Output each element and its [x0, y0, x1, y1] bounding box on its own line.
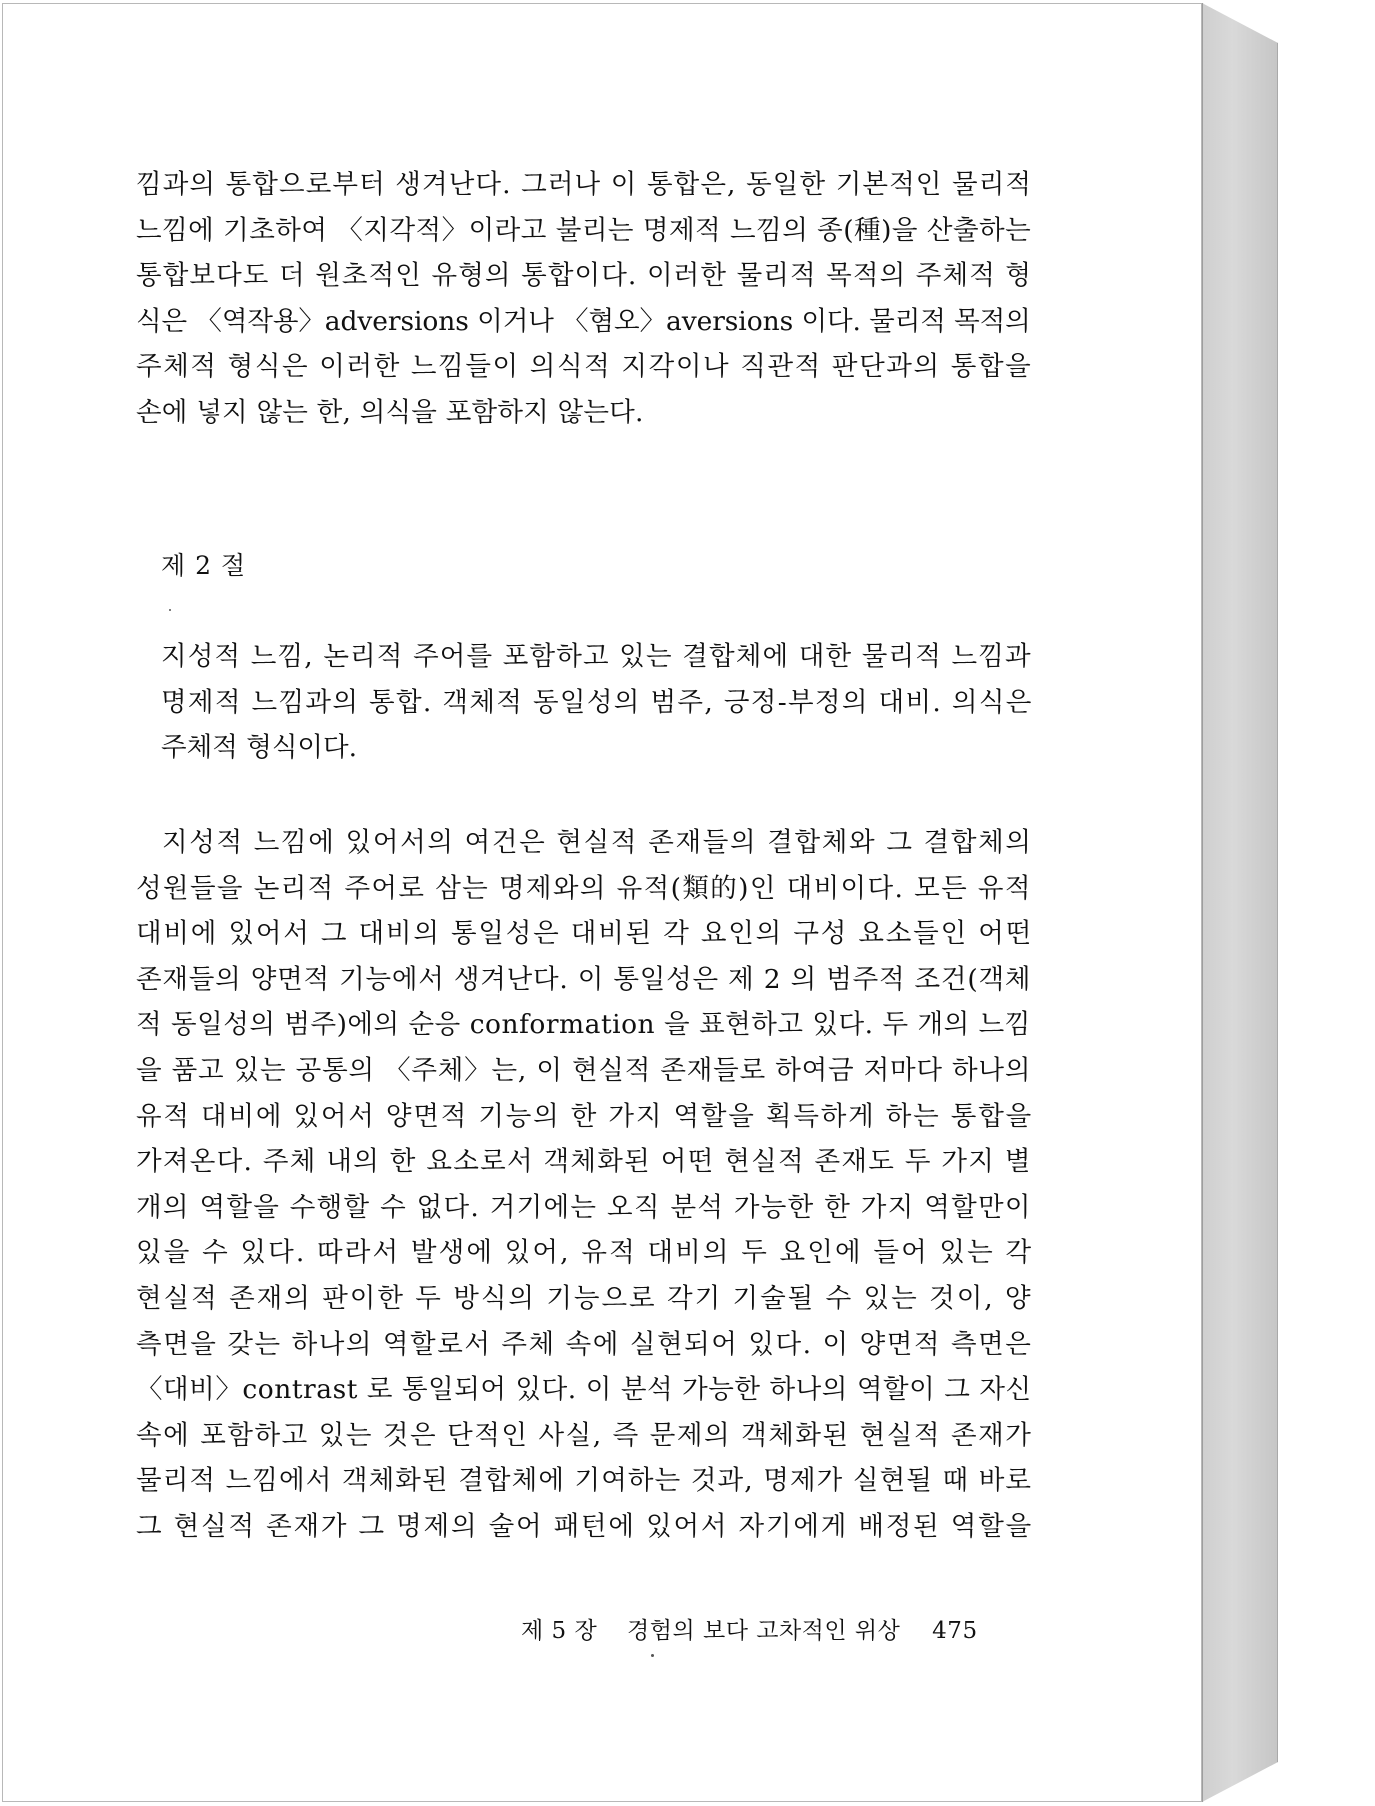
- text-line: 주체적 형식은 이러한 느낌들이 의식적 지각이나 직관적 판단과의 통합을: [136, 351, 1033, 383]
- running-footer: [521, 1612, 978, 1645]
- text-line: 〈대비〉contrast 로 통일되어 있다. 이 분석 가능한 하나의 역할이 그 자신: [136, 1374, 1032, 1406]
- text-line: 물리적 느낌에서 객체화된 결합체에 기여하는 것과, 명제가 실현될 때 바로: [136, 1465, 1033, 1497]
- text-line: 통합보다도 더 원초적인 유형의 통합이다. 이러한 물리적 목적의 주체적 형: [136, 260, 1033, 292]
- body-paragraph: [136, 820, 1034, 1550]
- scan-speck: [651, 1654, 654, 1657]
- chapter-title: 경험의 보다 고차적인 위상: [627, 1618, 901, 1644]
- section-heading: 제 2 절: [161, 551, 247, 580]
- summary-line: 주체적 형식이다.: [161, 732, 358, 764]
- text-line: 측면을 갖는 하나의 역할로서 주체 속에 실현되어 있다. 이 양면적 측면은: [136, 1328, 1033, 1360]
- text-line: 손에 넣지 않는 한, 의식을 포함하지 않는다.: [136, 396, 644, 428]
- summary-line: 지성적 느낌, 논리적 주어를 포함하고 있는 결합체에 대한 물리적 느낌과: [161, 641, 1032, 672]
- continuation-paragraph: [136, 162, 1031, 436]
- text-line: 낌과의 통합으로부터 생겨난다. 그러나 이 통합은, 동일한 기본적인 물리적: [136, 169, 1033, 200]
- book-page: [2, 3, 1202, 1802]
- scan-speck: [169, 609, 171, 611]
- text-line: 있을 수 있다. 따라서 발생에 있어, 유적 대비의 두 요인에 들어 있는 각: [136, 1237, 1034, 1269]
- text-line: 느낌에 기초하여 〈지각적〉이라고 불리는 명제적 느낌의 종(種)을 산출하는: [136, 214, 1032, 246]
- text-line: 지성적 느낌에 있어서의 여건은 현실적 존재들의 결합체와 그 결합체의: [162, 827, 1033, 858]
- page-number: 475: [932, 1618, 978, 1644]
- summary-line: 명제적 느낌과의 통합. 객체적 동일성의 범주, 긍정-부정의 대비. 의식은: [161, 686, 1033, 718]
- text-line: 가져온다. 주체 내의 한 요소로서 객체화된 어떤 현실적 존재도 두 가지 별: [136, 1146, 1032, 1178]
- section-summary: [161, 634, 1031, 771]
- book-page-edge: [1202, 3, 1278, 1802]
- text-line: 대비에 있어서 그 대비의 통일성은 대비된 각 요인의 구성 요소들인 어떤: [136, 918, 1034, 950]
- text-line: 현실적 존재의 판이한 두 방식의 기능으로 각기 기술될 수 있는 것이, 양: [136, 1282, 1033, 1314]
- text-line: 속에 포함하고 있는 것은 단적인 사실, 즉 문제의 객체화된 현실적 존재가: [136, 1419, 1033, 1451]
- text-line: 을 품고 있는 공통의 〈주체〉는, 이 현실적 존재들로 하여금 저마다 하나의: [136, 1054, 1032, 1086]
- chapter-label: 제 5 장: [521, 1618, 598, 1644]
- text-line: 그 현실적 존재가 그 명제의 술어 패턴에 있어서 자기에게 배정된 역할을: [136, 1510, 1034, 1542]
- text-line: 개의 역할을 수행할 수 없다. 거기에는 오직 분석 가능한 한 가지 역할만이: [136, 1191, 1032, 1223]
- text-line: 성원들을 논리적 주어로 삼는 명제와의 유적(類的)인 대비이다. 모든 유적: [136, 872, 1032, 904]
- text-line: 적 동일성의 범주)에의 순응 conformation 을 표현하고 있다. 두 개의 느낌: [136, 1009, 1031, 1041]
- text-line: 유적 대비에 있어서 양면적 기능의 한 가지 역할을 획득하게 하는 통합을: [136, 1100, 1034, 1132]
- text-line: 존재들의 양면적 기능에서 생겨난다. 이 통일성은 제 2 의 범주적 조건(객체: [136, 963, 1032, 995]
- text-line: 식은 〈역작용〉adversions 이거나 〈혐오〉aversions 이다. 물리적 목적의: [136, 305, 1031, 337]
